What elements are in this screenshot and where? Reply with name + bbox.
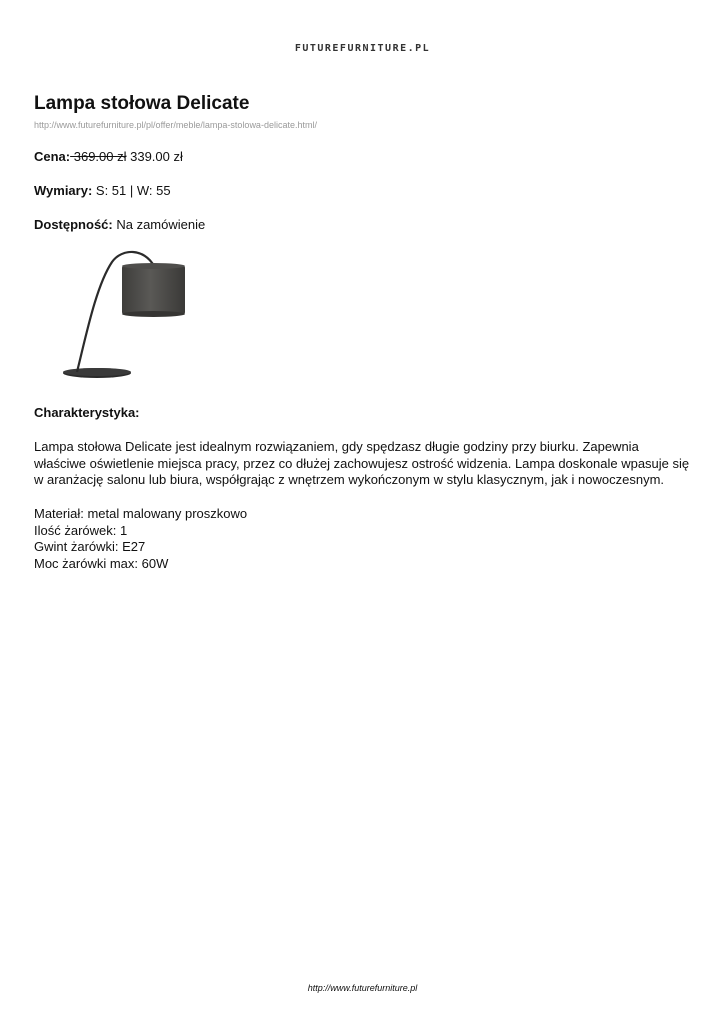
product-image: [34, 246, 240, 386]
spec-bulb-count: Ilość żarówek: 1: [34, 522, 128, 538]
old-price: 369.00 zł: [70, 149, 127, 164]
characteristics-heading: Charakterystyka:: [34, 405, 140, 420]
page-title: Lampa stołowa Delicate: [34, 93, 250, 114]
product-url[interactable]: http://www.futurefurniture.pl/pl/offer/meble/lampa-stolowa-delicate.html/: [34, 120, 317, 130]
new-price: 339.00 zł: [126, 149, 183, 164]
spec-bulb-power: Moc żarówki max: 60W: [34, 555, 169, 571]
spec-list: [34, 506, 247, 572]
table-lamp-photo-icon: [34, 246, 240, 386]
footer-url[interactable]: http://www.futurefurniture.pl: [307, 983, 418, 993]
price-row: [34, 149, 183, 164]
dimensions-label: Wymiary:: [34, 183, 93, 198]
availability-label: Dostępność:: [34, 217, 113, 232]
spec-material: Materiał: metal malowany proszkowo: [34, 506, 248, 521]
availability-value: Na zamówienie: [112, 217, 206, 232]
site-logo: FUTUREFURNITURE.PL: [294, 43, 431, 54]
availability-row: [34, 217, 205, 232]
price-label: Cena:: [34, 149, 71, 164]
dimensions-value: S: 51 | W: 55: [92, 183, 171, 198]
product-description: Lampa stołowa Delicate jest idealnym rozwiązaniem, gdy spędzasz długie godziny przy biurku. Zapewnia właściwe oświetlenie miejsca pracy, przez co dłużej zachowujesz ostrość widzenia. Lampa doskonale wpasuje się w aranżację salonu lub biura, współgrając z wnętrzem wykończonym w stylu klasycznym, jak i nowoczesnym.: [34, 439, 690, 487]
dimensions-row: [34, 183, 171, 198]
spec-bulb-thread: Gwint żarówki: E27: [34, 539, 146, 554]
